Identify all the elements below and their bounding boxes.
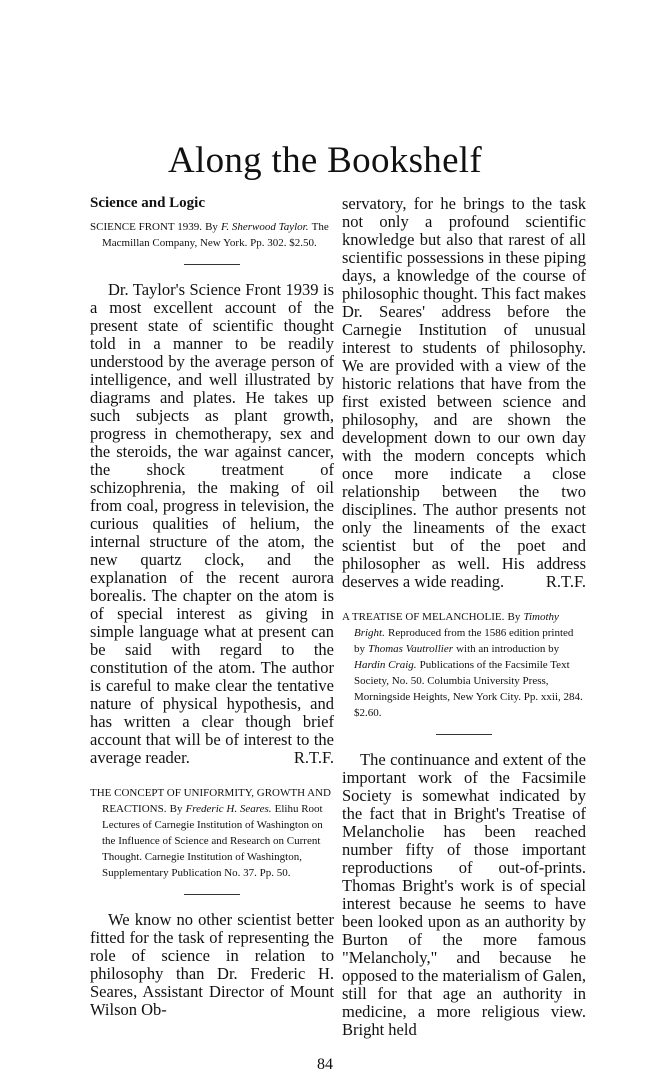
book-publication-details: Reproduced from the 1586 edition printed by [354, 627, 574, 655]
book-reference-science-front [90, 219, 334, 251]
review-text: Dr. Taylor's Science Front 1939 is a most excellent account of the present state of scientific thought told in a manner to be readily understood by the average person of intelligence, and well illustrated by diagrams and plates. He takes up such subjects as plant growth, progress in chemotherapy, sex and the steroids, the war against cancer, the shock treatment of schizophrenia, the making of oil from coal, progress in television, the curious qualities of helium, the internal structure of the atom, the new quartz clock, and the explanation of the recent aurora borealis. The chapter on the atom is of special interest as giving in simple language what at present can be said with regard to the constitution of the atom. The author is careful to make clear the tentative nature of physical hypothesis, and has written a clear though brief account that will be of interest to the average reader. [90, 280, 334, 767]
review-paragraph-science-front [90, 281, 334, 767]
book-reference-concept-of-uniformity [90, 785, 334, 881]
divider [184, 264, 240, 265]
review-paragraph-concept-part2 [342, 195, 586, 591]
ref-by: By [507, 611, 521, 623]
left-column [90, 195, 334, 1019]
reviewer-signature: R.T.F. [293, 748, 334, 767]
book-publication-details: The Macmillan Company, New York. Pp. 302. $2.50. [102, 221, 329, 249]
page-title: Along the Bookshelf [167, 139, 482, 181]
book-introduction-author: Hardin Craig. [354, 659, 417, 671]
review-text: servatory, for he brings to the task not only a profound scientific knowledge but also that rarest of all scientific possessions in these piping days, a knowledge of the course of philosophic thought. This fact makes Dr. Seares' address before the Carnegie Institution of unusual interest to students of philosophy. We are provided with a view of the historic relations that have from the first existed between science and philosophy, and are shown the development down to our own day with the modern concepts which once more indicate a close relationship between the two disciplines. The author presents not only the lineaments of the exact scientist but of the poet and philosopher as well. His address deserves a wide reading. [342, 194, 586, 591]
book-title: SCIENCE FRONT 1939. [90, 221, 202, 233]
book-publication-details: Elihu Root Lectures of Carnegie Institution of Washington on the Influence of Science and Research on Current Thought. Carnegie Institution of Washington, Supplementary Publication No. 37. Pp. 50. [102, 803, 323, 879]
book-title: THE CONCEPT OF UNIFORMITY, GROWTH AND REACTIONS. [90, 787, 331, 815]
book-author: Frederic H. Seares. [185, 803, 272, 815]
book-author: Timothy Bright. [354, 611, 559, 639]
book-printer: Thomas Vautrollier [368, 643, 453, 655]
ref-by: By [205, 221, 218, 233]
book-title: A TREATISE OF MELANCHOLIE. [342, 611, 505, 623]
right-column [342, 195, 586, 1039]
review-paragraph-concept-part1: We know no other scientist better fitted for the task of representing the role of science in relation to philosophy than Dr. Frederic H. Seares, Assistant Director of Mount Wilson Ob- [90, 910, 334, 1019]
divider [436, 734, 492, 735]
book-reference-treatise-of-melancholie [342, 609, 586, 721]
page-number: 84 [317, 1056, 333, 1073]
book-publication-details: Publications of the Facsimile Text Society, No. 50. Columbia University Press, Morningside Heights, New York City. Pp. xxii, 284. $2.60. [354, 659, 583, 719]
divider [184, 894, 240, 895]
section-heading: Science and Logic [90, 195, 205, 211]
review-paragraph-treatise: The continuance and extent of the important work of the Facsimile Society is somewhat indicated by the fact that in Bright's Treatise of Melancholie has been reached number fifty of those important reproductions of out-of-prints. Thomas Bright's work is of special interest because he seems to have been looked upon as an authority by Burton of the more famous "Melancholy," and because he opposed to the materialism of Galen, still for that age an authority in medicine, a more religious view. Bright held [342, 750, 586, 1039]
book-publication-details: with an introduction by [456, 643, 560, 655]
ref-by: By [169, 803, 183, 815]
reviewer-signature: R.T.F. [545, 572, 586, 591]
book-author: F. Sherwood Taylor. [221, 221, 309, 233]
